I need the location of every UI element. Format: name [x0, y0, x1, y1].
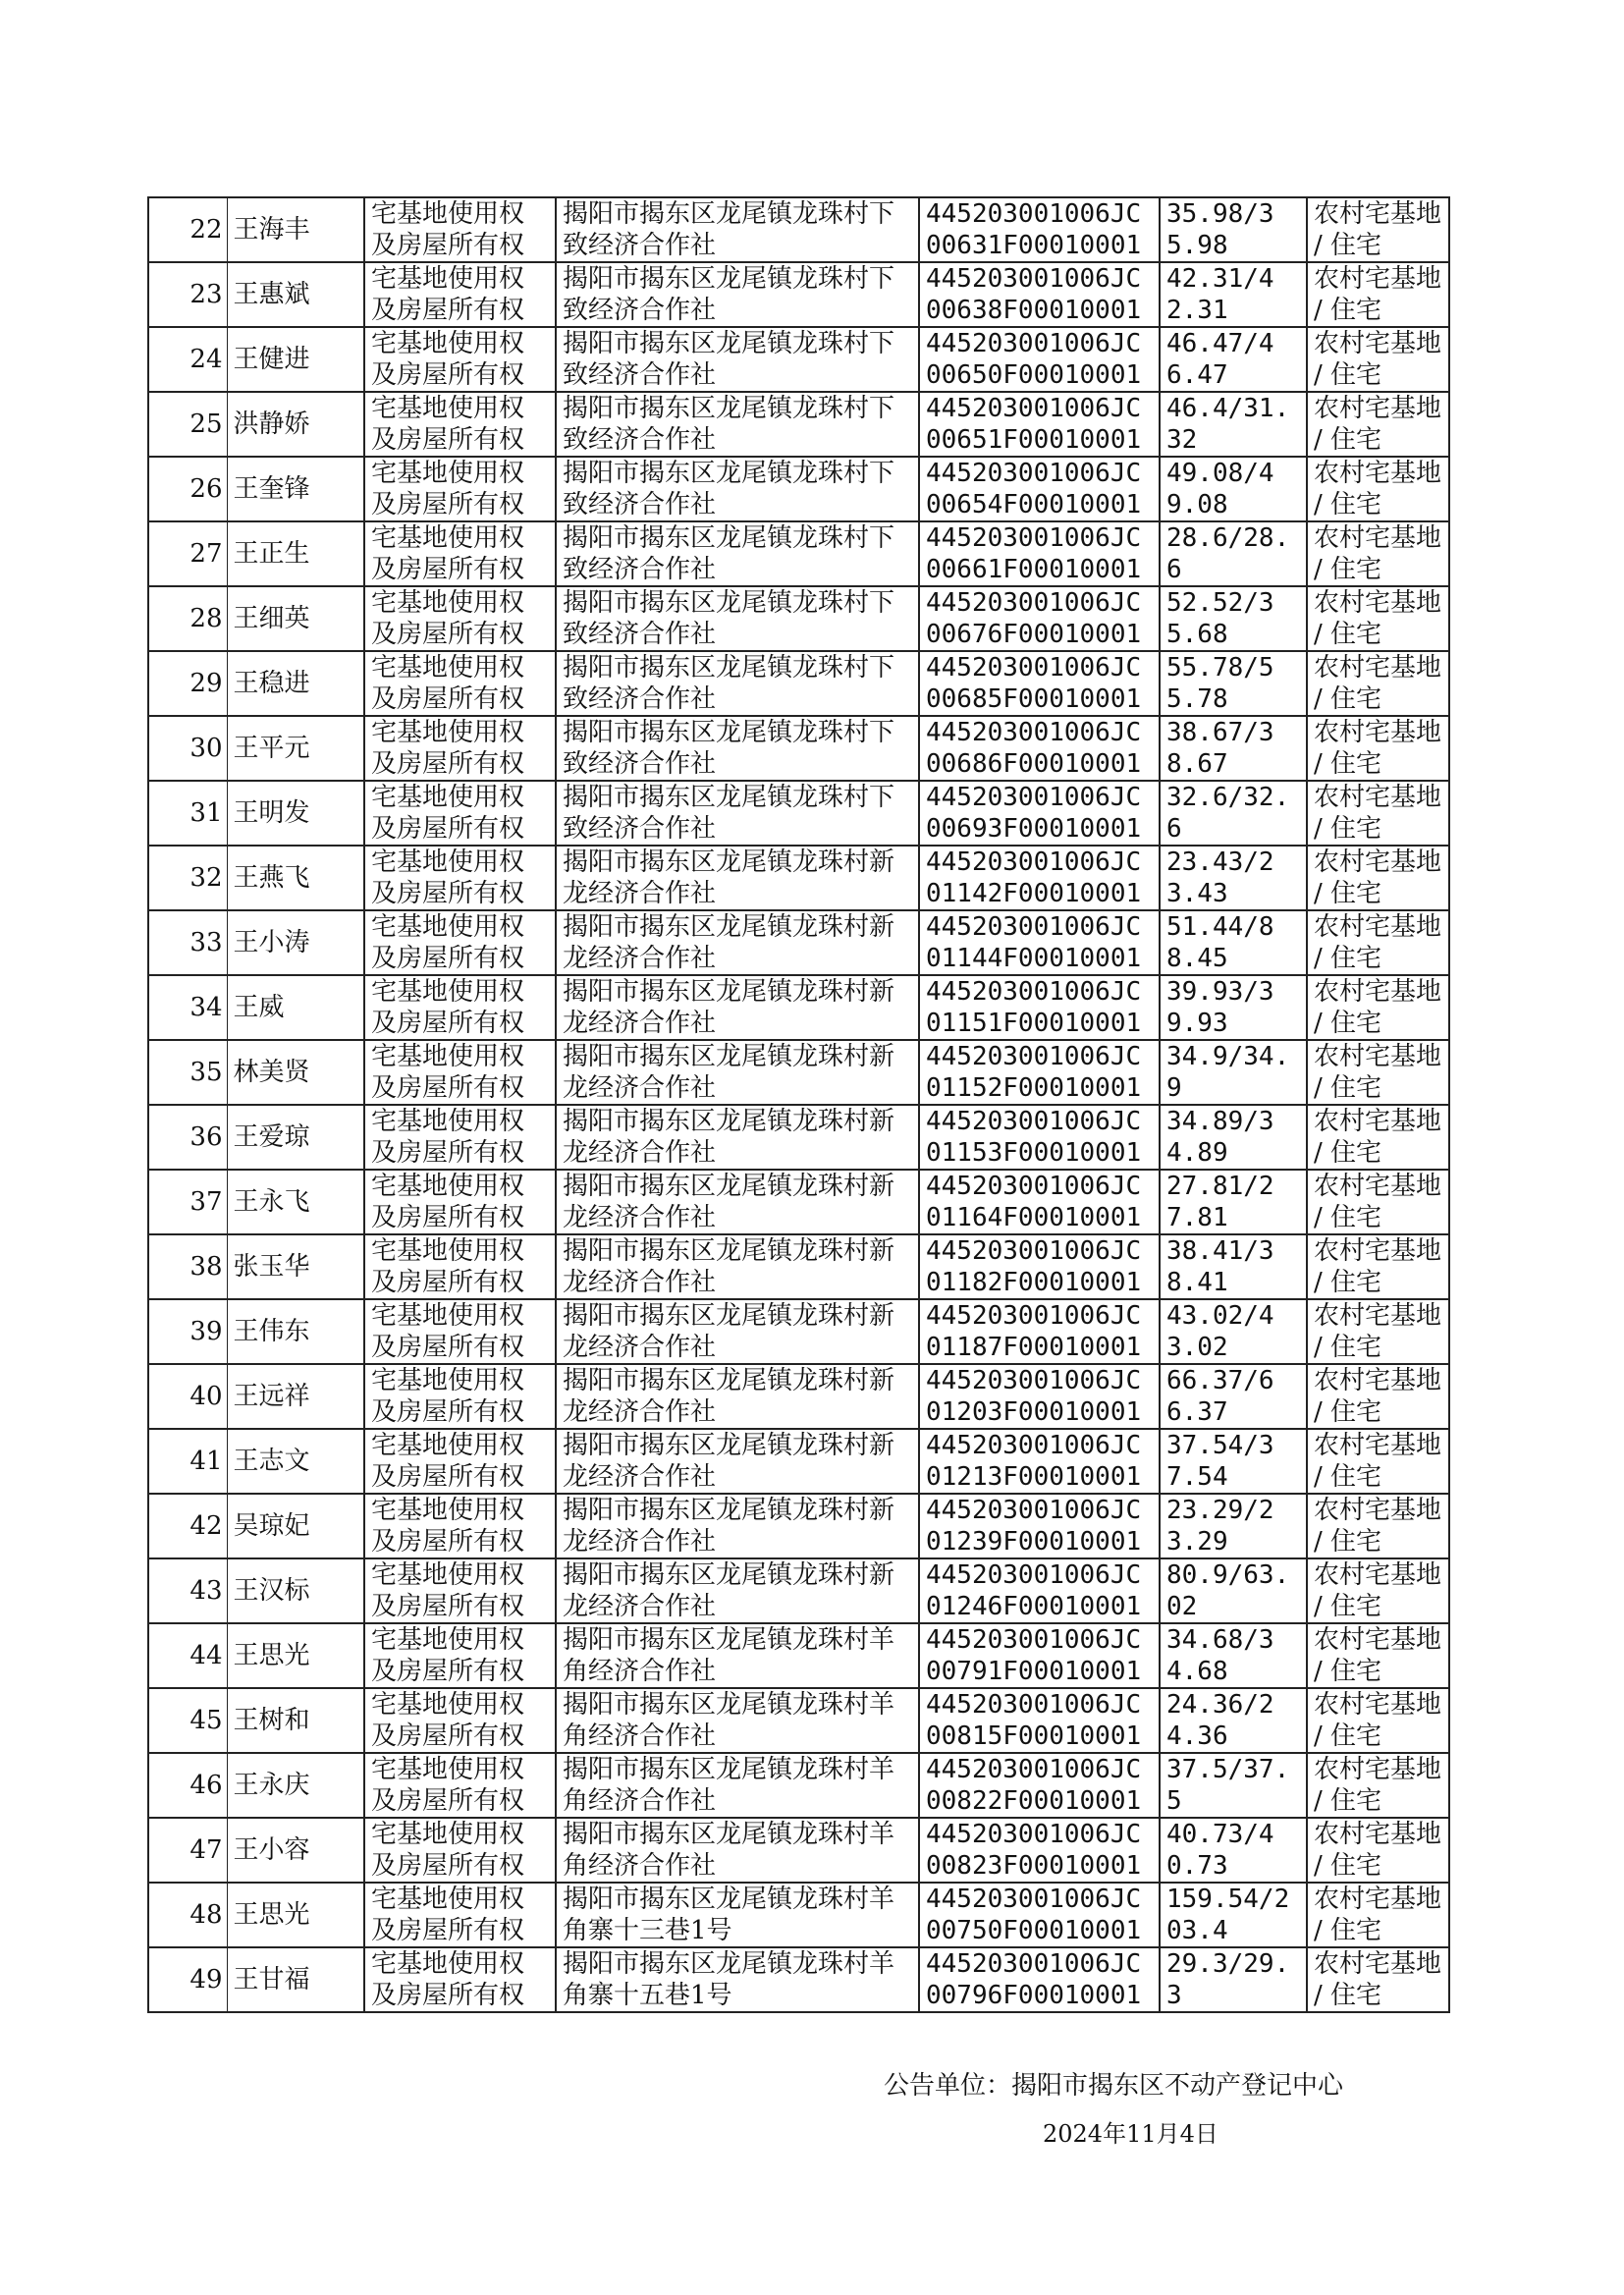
area: 49.08/49.08: [1160, 457, 1307, 521]
owner-name: 王明发: [227, 781, 364, 846]
table-row: [148, 846, 1449, 910]
table-row: [148, 781, 1449, 846]
area: 32.6/32.6: [1160, 781, 1307, 846]
property-location: 揭阳市揭东区龙尾镇龙珠村下致经济合作社: [556, 781, 919, 846]
property-location: 揭阳市揭东区龙尾镇龙珠村新龙经济合作社: [556, 1494, 919, 1558]
area: 37.54/37.54: [1160, 1429, 1307, 1494]
row-number: 37: [148, 1170, 227, 1234]
right-type: 宅基地使用权及房屋所有权: [364, 586, 556, 651]
unit-number: 445203001006JC00638F00010001: [919, 262, 1160, 327]
area: 37.5/37.5: [1160, 1753, 1307, 1818]
owner-name: 王志文: [227, 1429, 364, 1494]
unit-number: 445203001006JC01144F00010001: [919, 910, 1160, 975]
row-number: 34: [148, 975, 227, 1040]
row-number: 29: [148, 651, 227, 716]
row-number: 36: [148, 1105, 227, 1170]
right-type: 宅基地使用权及房屋所有权: [364, 521, 556, 586]
area: 38.67/38.67: [1160, 716, 1307, 781]
property-location: 揭阳市揭东区龙尾镇龙珠村新龙经济合作社: [556, 975, 919, 1040]
table-row: [148, 1429, 1449, 1494]
unit-number: 445203001006JC00650F00010001: [919, 327, 1160, 392]
owner-name: 王正生: [227, 521, 364, 586]
usage: 农村宅基地 / 住宅: [1307, 1364, 1449, 1429]
right-type: 宅基地使用权及房屋所有权: [364, 1170, 556, 1234]
table-row: [148, 1105, 1449, 1170]
property-location: 揭阳市揭东区龙尾镇龙珠村新龙经济合作社: [556, 1429, 919, 1494]
unit-number: 445203001006JC01153F00010001: [919, 1105, 1160, 1170]
right-type: 宅基地使用权及房屋所有权: [364, 262, 556, 327]
unit-number: 445203001006JC00676F00010001: [919, 586, 1160, 651]
table-row: [148, 586, 1449, 651]
right-type: 宅基地使用权及房屋所有权: [364, 651, 556, 716]
right-type: 宅基地使用权及房屋所有权: [364, 392, 556, 457]
area: 40.73/40.73: [1160, 1818, 1307, 1883]
row-number: 26: [148, 457, 227, 521]
usage: 农村宅基地 / 住宅: [1307, 1883, 1449, 1947]
row-number: 22: [148, 197, 227, 262]
owner-name: 王威: [227, 975, 364, 1040]
property-location: 揭阳市揭东区龙尾镇龙珠村羊角寨十五巷1号: [556, 1947, 919, 2012]
unit-number: 445203001006JC00631F00010001: [919, 197, 1160, 262]
property-location: 揭阳市揭东区龙尾镇龙珠村下致经济合作社: [556, 327, 919, 392]
property-location: 揭阳市揭东区龙尾镇龙珠村羊角寨十三巷1号: [556, 1883, 919, 1947]
unit-number: 445203001006JC00651F00010001: [919, 392, 1160, 457]
property-location: 揭阳市揭东区龙尾镇龙珠村羊角经济合作社: [556, 1623, 919, 1688]
usage: 农村宅基地 / 住宅: [1307, 392, 1449, 457]
owner-name: 林美贤: [227, 1040, 364, 1105]
right-type: 宅基地使用权及房屋所有权: [364, 846, 556, 910]
right-type: 宅基地使用权及房屋所有权: [364, 1429, 556, 1494]
area: 55.78/55.78: [1160, 651, 1307, 716]
row-number: 38: [148, 1234, 227, 1299]
property-location: 揭阳市揭东区龙尾镇龙珠村下致经济合作社: [556, 586, 919, 651]
row-number: 44: [148, 1623, 227, 1688]
table-body: [148, 197, 1449, 2012]
property-location: 揭阳市揭东区龙尾镇龙珠村新龙经济合作社: [556, 1040, 919, 1105]
owner-name: 王小容: [227, 1818, 364, 1883]
owner-name: 王平元: [227, 716, 364, 781]
owner-name: 王燕飞: [227, 846, 364, 910]
unit-number: 445203001006JC01246F00010001: [919, 1558, 1160, 1623]
area: 29.3/29.3: [1160, 1947, 1307, 2012]
registration-notice-table: [147, 196, 1450, 2013]
row-number: 28: [148, 586, 227, 651]
owner-name: 王稳进: [227, 651, 364, 716]
usage: 农村宅基地 / 住宅: [1307, 1947, 1449, 2012]
table-row: [148, 1040, 1449, 1105]
table-row: [148, 327, 1449, 392]
usage: 农村宅基地 / 住宅: [1307, 1299, 1449, 1364]
property-location: 揭阳市揭东区龙尾镇龙珠村新龙经济合作社: [556, 846, 919, 910]
property-location: 揭阳市揭东区龙尾镇龙珠村下致经济合作社: [556, 651, 919, 716]
row-number: 24: [148, 327, 227, 392]
property-location: 揭阳市揭东区龙尾镇龙珠村羊角经济合作社: [556, 1753, 919, 1818]
property-location: 揭阳市揭东区龙尾镇龙珠村下致经济合作社: [556, 262, 919, 327]
row-number: 23: [148, 262, 227, 327]
right-type: 宅基地使用权及房屋所有权: [364, 457, 556, 521]
usage: 农村宅基地 / 住宅: [1307, 1170, 1449, 1234]
row-number: 32: [148, 846, 227, 910]
right-type: 宅基地使用权及房屋所有权: [364, 1623, 556, 1688]
usage: 农村宅基地 / 住宅: [1307, 457, 1449, 521]
area: 42.31/42.31: [1160, 262, 1307, 327]
owner-name: 王汉标: [227, 1558, 364, 1623]
property-location: 揭阳市揭东区龙尾镇龙珠村羊角经济合作社: [556, 1818, 919, 1883]
right-type: 宅基地使用权及房屋所有权: [364, 1105, 556, 1170]
row-number: 35: [148, 1040, 227, 1105]
area: 51.44/88.45: [1160, 910, 1307, 975]
table-row: [148, 1364, 1449, 1429]
row-number: 40: [148, 1364, 227, 1429]
unit-number: 445203001006JC01142F00010001: [919, 846, 1160, 910]
usage: 农村宅基地 / 住宅: [1307, 327, 1449, 392]
area: 66.37/66.37: [1160, 1364, 1307, 1429]
area: 39.93/39.93: [1160, 975, 1307, 1040]
usage: 农村宅基地 / 住宅: [1307, 975, 1449, 1040]
usage: 农村宅基地 / 住宅: [1307, 781, 1449, 846]
usage: 农村宅基地 / 住宅: [1307, 1234, 1449, 1299]
area: 28.6/28.6: [1160, 521, 1307, 586]
unit-number: 445203001006JC00822F00010001: [919, 1753, 1160, 1818]
table-row: [148, 392, 1449, 457]
right-type: 宅基地使用权及房屋所有权: [364, 1299, 556, 1364]
owner-name: 王细英: [227, 586, 364, 651]
row-number: 39: [148, 1299, 227, 1364]
owner-name: 王惠斌: [227, 262, 364, 327]
area: 46.4/31.32: [1160, 392, 1307, 457]
row-number: 42: [148, 1494, 227, 1558]
usage: 农村宅基地 / 住宅: [1307, 586, 1449, 651]
property-location: 揭阳市揭东区龙尾镇龙珠村羊角经济合作社: [556, 1688, 919, 1753]
area: 52.52/35.68: [1160, 586, 1307, 651]
row-number: 33: [148, 910, 227, 975]
unit-number: 445203001006JC01187F00010001: [919, 1299, 1160, 1364]
table-row: [148, 457, 1449, 521]
row-number: 46: [148, 1753, 227, 1818]
property-location: 揭阳市揭东区龙尾镇龙珠村新龙经济合作社: [556, 1234, 919, 1299]
usage: 农村宅基地 / 住宅: [1307, 1753, 1449, 1818]
unit-number: 445203001006JC00685F00010001: [919, 651, 1160, 716]
row-number: 49: [148, 1947, 227, 2012]
property-location: 揭阳市揭东区龙尾镇龙珠村新龙经济合作社: [556, 1558, 919, 1623]
unit-number: 445203001006JC00796F00010001: [919, 1947, 1160, 2012]
right-type: 宅基地使用权及房屋所有权: [364, 1494, 556, 1558]
row-number: 30: [148, 716, 227, 781]
owner-name: 王健进: [227, 327, 364, 392]
table-row: [148, 1623, 1449, 1688]
property-location: 揭阳市揭东区龙尾镇龙珠村新龙经济合作社: [556, 1364, 919, 1429]
usage: 农村宅基地 / 住宅: [1307, 1429, 1449, 1494]
right-type: 宅基地使用权及房屋所有权: [364, 1364, 556, 1429]
usage: 农村宅基地 / 住宅: [1307, 1105, 1449, 1170]
table-row: [148, 910, 1449, 975]
area: 35.98/35.98: [1160, 197, 1307, 262]
row-number: 47: [148, 1818, 227, 1883]
area: 43.02/43.02: [1160, 1299, 1307, 1364]
right-type: 宅基地使用权及房屋所有权: [364, 197, 556, 262]
announcing-unit: 公告单位：揭阳市揭东区不动产登记中心: [884, 2071, 1344, 2101]
usage: 农村宅基地 / 住宅: [1307, 262, 1449, 327]
table-row: [148, 521, 1449, 586]
right-type: 宅基地使用权及房屋所有权: [364, 1753, 556, 1818]
right-type: 宅基地使用权及房屋所有权: [364, 1883, 556, 1947]
property-location: 揭阳市揭东区龙尾镇龙珠村新龙经济合作社: [556, 1170, 919, 1234]
owner-name: 王远祥: [227, 1364, 364, 1429]
unit-number: 445203001006JC00815F00010001: [919, 1688, 1160, 1753]
owner-name: 王思光: [227, 1623, 364, 1688]
table-row: [148, 1494, 1449, 1558]
property-location: 揭阳市揭东区龙尾镇龙珠村新龙经济合作社: [556, 910, 919, 975]
area: 159.54/203.4: [1160, 1883, 1307, 1947]
table-row: [148, 716, 1449, 781]
row-number: 41: [148, 1429, 227, 1494]
owner-name: 吴琼妃: [227, 1494, 364, 1558]
table-row: [148, 1753, 1449, 1818]
row-number: 25: [148, 392, 227, 457]
unit-number: 445203001006JC00693F00010001: [919, 781, 1160, 846]
area: 34.68/34.68: [1160, 1623, 1307, 1688]
unit-number: 445203001006JC01239F00010001: [919, 1494, 1160, 1558]
row-number: 27: [148, 521, 227, 586]
table-row: [148, 1234, 1449, 1299]
usage: 农村宅基地 / 住宅: [1307, 1494, 1449, 1558]
table-row: [148, 1688, 1449, 1753]
usage: 农村宅基地 / 住宅: [1307, 1623, 1449, 1688]
owner-name: 王思光: [227, 1883, 364, 1947]
property-location: 揭阳市揭东区龙尾镇龙珠村下致经济合作社: [556, 521, 919, 586]
property-location: 揭阳市揭东区龙尾镇龙珠村下致经济合作社: [556, 716, 919, 781]
usage: 农村宅基地 / 住宅: [1307, 651, 1449, 716]
right-type: 宅基地使用权及房屋所有权: [364, 910, 556, 975]
unit-number: 445203001006JC00823F00010001: [919, 1818, 1160, 1883]
owner-name: 王永飞: [227, 1170, 364, 1234]
table-row: [148, 651, 1449, 716]
table-row: [148, 262, 1449, 327]
right-type: 宅基地使用权及房屋所有权: [364, 1558, 556, 1623]
area: 46.47/46.47: [1160, 327, 1307, 392]
unit-number: 445203001006JC01182F00010001: [919, 1234, 1160, 1299]
unit-number: 445203001006JC00686F00010001: [919, 716, 1160, 781]
property-location: 揭阳市揭东区龙尾镇龙珠村新龙经济合作社: [556, 1105, 919, 1170]
unit-number: 445203001006JC00750F00010001: [919, 1883, 1160, 1947]
owner-name: 王伟东: [227, 1299, 364, 1364]
table-row: [148, 1818, 1449, 1883]
table-row: [148, 1558, 1449, 1623]
usage: 农村宅基地 / 住宅: [1307, 910, 1449, 975]
row-number: 48: [148, 1883, 227, 1947]
owner-name: 王甘福: [227, 1947, 364, 2012]
row-number: 31: [148, 781, 227, 846]
right-type: 宅基地使用权及房屋所有权: [364, 975, 556, 1040]
row-number: 45: [148, 1688, 227, 1753]
unit-number: 445203001006JC01151F00010001: [919, 975, 1160, 1040]
right-type: 宅基地使用权及房屋所有权: [364, 1818, 556, 1883]
area: 80.9/63.02: [1160, 1558, 1307, 1623]
property-location: 揭阳市揭东区龙尾镇龙珠村下致经济合作社: [556, 197, 919, 262]
owner-name: 张玉华: [227, 1234, 364, 1299]
usage: 农村宅基地 / 住宅: [1307, 1818, 1449, 1883]
usage: 农村宅基地 / 住宅: [1307, 716, 1449, 781]
usage: 农村宅基地 / 住宅: [1307, 197, 1449, 262]
table-row: [148, 1947, 1449, 2012]
area: 27.81/27.81: [1160, 1170, 1307, 1234]
owner-name: 洪静娇: [227, 392, 364, 457]
right-type: 宅基地使用权及房屋所有权: [364, 1040, 556, 1105]
usage: 农村宅基地 / 住宅: [1307, 846, 1449, 910]
unit-number: 445203001006JC01203F00010001: [919, 1364, 1160, 1429]
announcement-date: 2024年11月4日: [1043, 2120, 1218, 2148]
right-type: 宅基地使用权及房屋所有权: [364, 716, 556, 781]
owner-name: 王树和: [227, 1688, 364, 1753]
property-location: 揭阳市揭东区龙尾镇龙珠村下致经济合作社: [556, 392, 919, 457]
table-row: [148, 1883, 1449, 1947]
owner-name: 王海丰: [227, 197, 364, 262]
area: 34.89/34.89: [1160, 1105, 1307, 1170]
owner-name: 王永庆: [227, 1753, 364, 1818]
area: 34.9/34.9: [1160, 1040, 1307, 1105]
usage: 农村宅基地 / 住宅: [1307, 1688, 1449, 1753]
area: 23.43/23.43: [1160, 846, 1307, 910]
right-type: 宅基地使用权及房屋所有权: [364, 1688, 556, 1753]
unit-number: 445203001006JC01152F00010001: [919, 1040, 1160, 1105]
owner-name: 王爱琼: [227, 1105, 364, 1170]
table-row: [148, 197, 1449, 262]
area: 24.36/24.36: [1160, 1688, 1307, 1753]
usage: 农村宅基地 / 住宅: [1307, 1558, 1449, 1623]
table-row: [148, 975, 1449, 1040]
unit-number: 445203001006JC01213F00010001: [919, 1429, 1160, 1494]
owner-name: 王小涛: [227, 910, 364, 975]
unit-number: 445203001006JC01164F00010001: [919, 1170, 1160, 1234]
right-type: 宅基地使用权及房屋所有权: [364, 1234, 556, 1299]
unit-number: 445203001006JC00654F00010001: [919, 457, 1160, 521]
table-row: [148, 1299, 1449, 1364]
row-number: 43: [148, 1558, 227, 1623]
unit-number: 445203001006JC00791F00010001: [919, 1623, 1160, 1688]
usage: 农村宅基地 / 住宅: [1307, 521, 1449, 586]
area: 38.41/38.41: [1160, 1234, 1307, 1299]
right-type: 宅基地使用权及房屋所有权: [364, 1947, 556, 2012]
property-location: 揭阳市揭东区龙尾镇龙珠村新龙经济合作社: [556, 1299, 919, 1364]
area: 23.29/23.29: [1160, 1494, 1307, 1558]
right-type: 宅基地使用权及房屋所有权: [364, 327, 556, 392]
unit-number: 445203001006JC00661F00010001: [919, 521, 1160, 586]
property-location: 揭阳市揭东区龙尾镇龙珠村下致经济合作社: [556, 457, 919, 521]
usage: 农村宅基地 / 住宅: [1307, 1040, 1449, 1105]
right-type: 宅基地使用权及房屋所有权: [364, 781, 556, 846]
table-row: [148, 1170, 1449, 1234]
owner-name: 王奎锋: [227, 457, 364, 521]
